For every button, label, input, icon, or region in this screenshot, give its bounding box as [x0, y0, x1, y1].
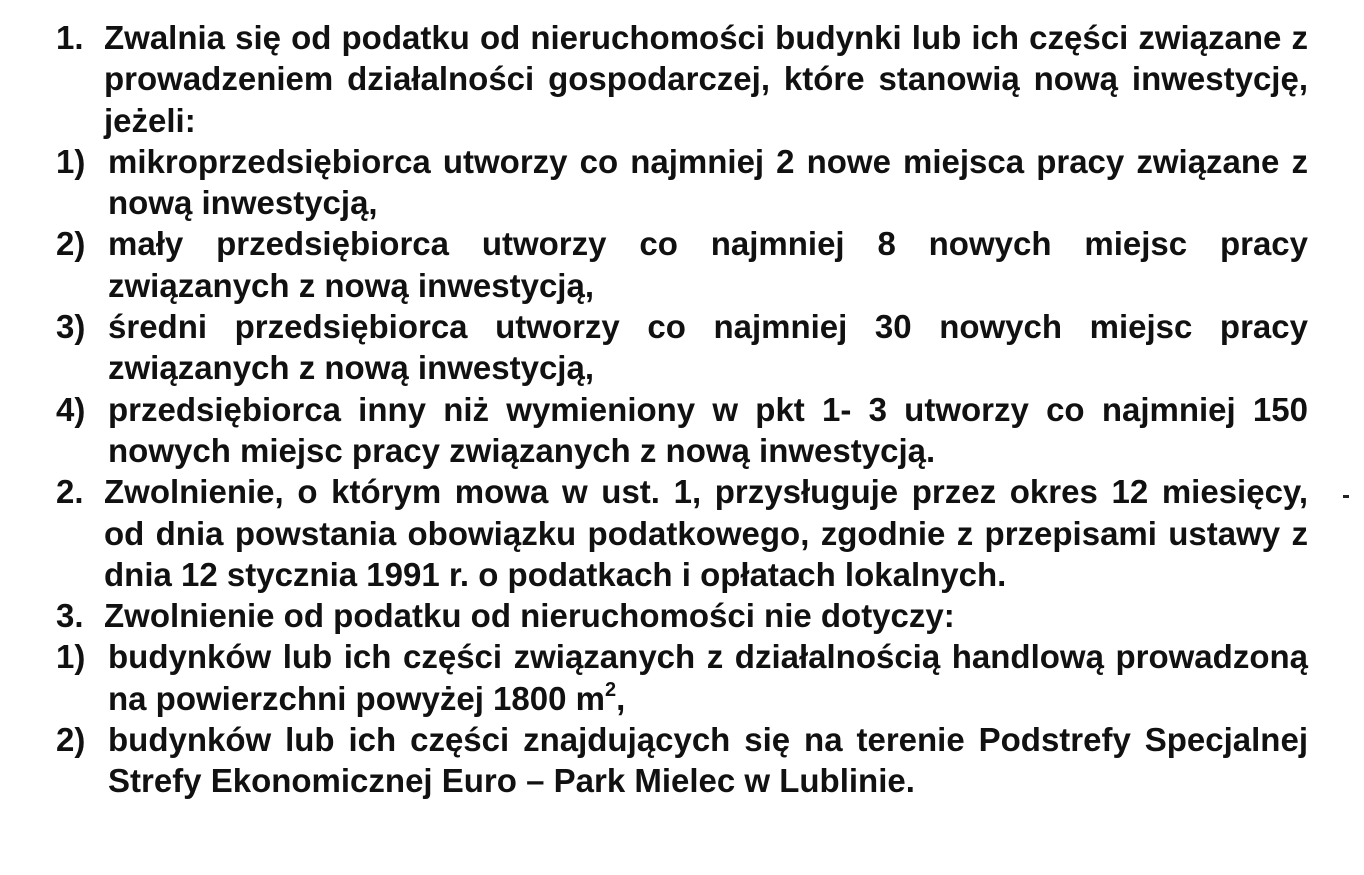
paragraph-number: 2.: [56, 473, 84, 511]
item-number: 1): [56, 142, 86, 180]
item-text: budynków lub ich części znajdujących się na terenie Podstrefy Specjalnej Strefy Ekonomicznej Euro – Park Mielec w Lublinie.: [108, 721, 1308, 800]
list-item: [8, 141, 1308, 224]
paragraph-text: Zwolnienie od podatku od nieruchomości nie dotyczy:: [104, 597, 955, 635]
document-body: [56, 17, 1308, 802]
list-item: [8, 389, 1308, 472]
item-text: przedsiębiorca inny niż wymieniony w pkt 1- 3 utworzy co najmniej 150 nowych miejsc pracy związanych z nową inwestycją.: [108, 390, 1308, 469]
superscript: 2: [604, 678, 617, 701]
item-text: średni przedsiębiorca utworzy co najmniej 30 nowych miejsc pracy związanych z nową inwestycją,: [108, 308, 1308, 387]
item-text: mikroprzedsiębiorca utworzy co najmniej 2 nowe miejsca pracy związane z nową inwestycją,: [108, 142, 1308, 222]
list-item: [8, 719, 1308, 802]
paragraph-1: [56, 17, 1308, 141]
paragraph-3: [56, 595, 1308, 636]
item-text: budynków lub ich części związanych z działalnością handlową prowadzoną na powierzchni powyżej 1800 m: [108, 638, 1308, 717]
item-number: 3): [56, 308, 86, 346]
item-text: mały przedsiębiorca utworzy co najmniej 8 nowych miejsc pracy związanych z nową inwestycją,: [108, 225, 1308, 304]
paragraph-2: [56, 471, 1308, 595]
paragraph-text: Zwalnia się od podatku od nieruchomości budynki lub ich części związane z prowadzeniem działalności gospodarczej, które stanowią nową inwestycję, jeżeli:: [104, 19, 1308, 139]
paragraph-text: Zwolnienie, o którym mowa w ust. 1, przysługuje przez okres 12 miesięcy, od dnia powstania obowiązku podatkowego, zgodnie z przepisami ustawy z dnia 12 stycznia 1991 r. o podatkach i opłatach lokalnych.: [104, 473, 1308, 593]
list-item: [8, 306, 1308, 389]
margin-mark: [1343, 495, 1349, 498]
paragraph-number: 1.: [56, 19, 84, 56]
item-number: 1): [56, 638, 86, 676]
list-item: [8, 223, 1308, 306]
item-suffix: ,: [616, 679, 626, 717]
item-number: 2): [56, 721, 86, 759]
paragraph-number: 3.: [56, 597, 84, 635]
item-number: 4): [56, 390, 86, 428]
list-item: [8, 636, 1308, 719]
item-number: 2): [56, 225, 86, 263]
